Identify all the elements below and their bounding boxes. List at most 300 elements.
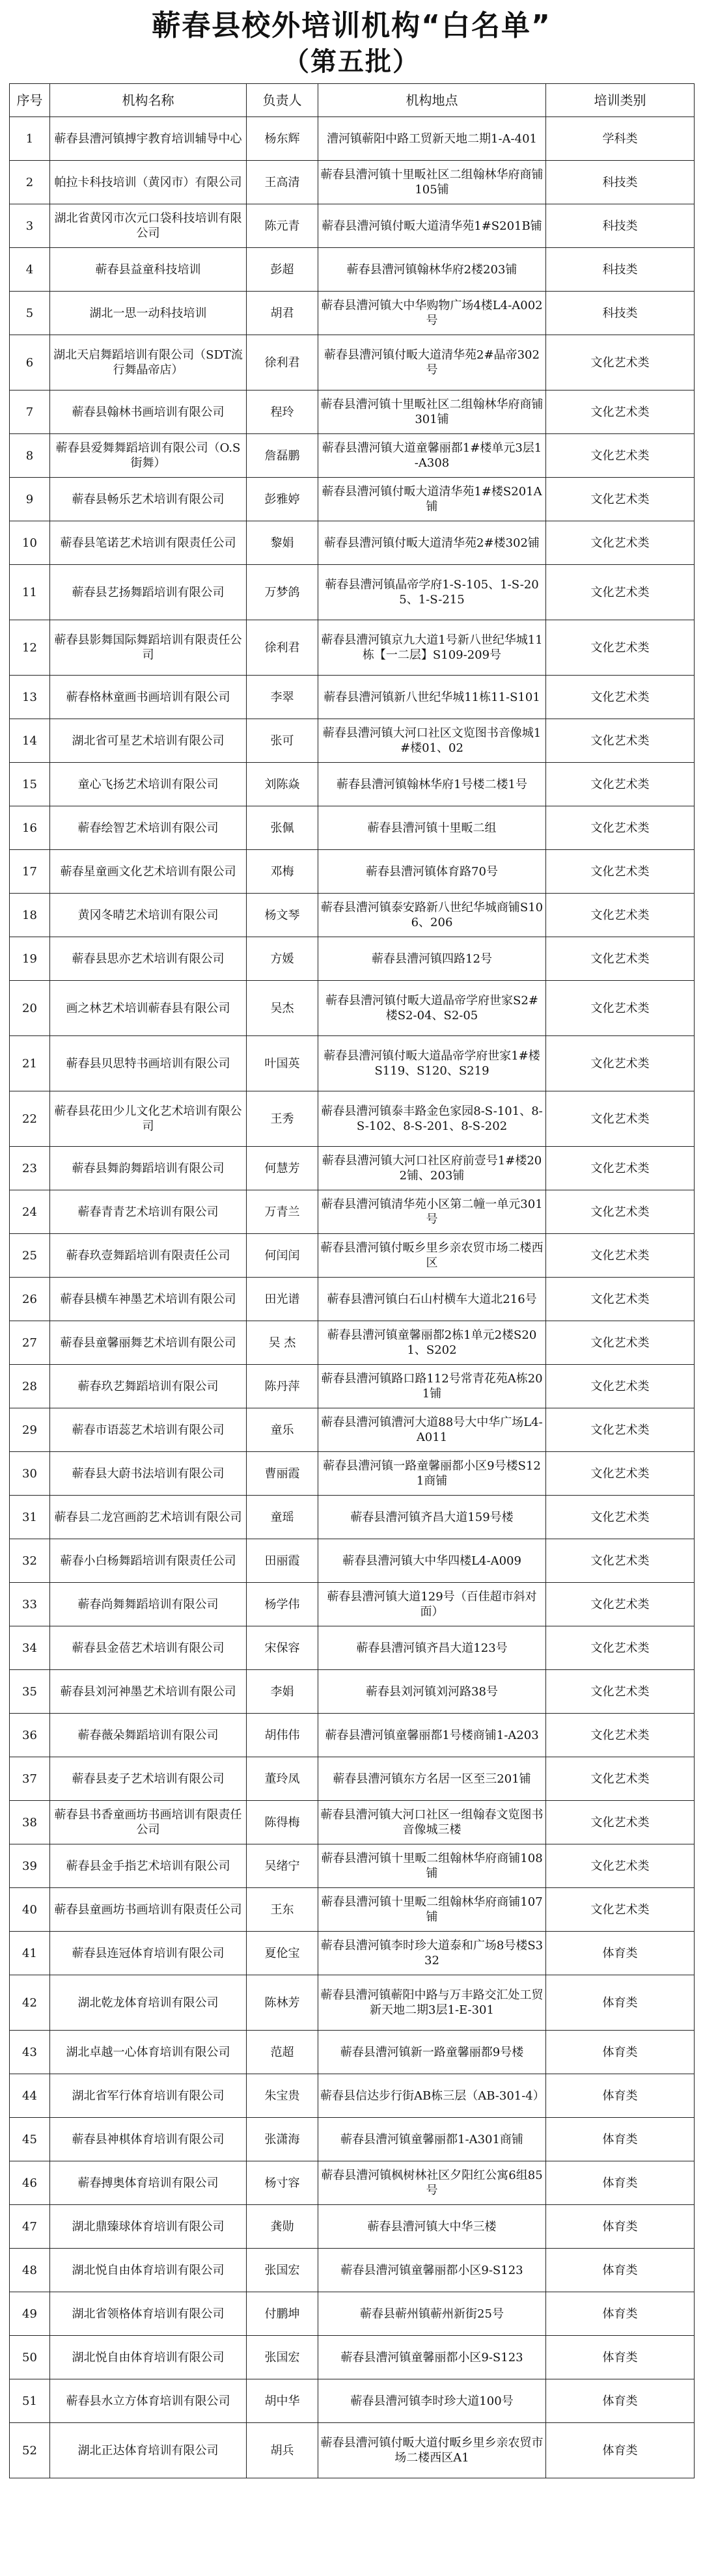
- table-row: [10, 1975, 695, 2031]
- cell-no: 46: [10, 2161, 50, 2205]
- cell-no: 38: [10, 1801, 50, 1844]
- cell-head: 董玲凤: [247, 1757, 318, 1801]
- cell-name: 蕲春县童画坊书画培训有限责任公司: [50, 1888, 247, 1932]
- cell-category: 文化艺术类: [546, 1496, 695, 1539]
- cell-no: 24: [10, 1190, 50, 1234]
- cell-no: 42: [10, 1975, 50, 2031]
- cell-name: 黄冈冬晴艺术培训有限公司: [50, 894, 247, 937]
- table-row: [10, 565, 695, 620]
- cell-category: 体育类: [546, 2205, 695, 2249]
- cell-no: 44: [10, 2074, 50, 2118]
- cell-address: 蕲春县漕河镇付畈大道清华苑1#楼S201A铺: [318, 478, 546, 521]
- cell-category: 体育类: [546, 2118, 695, 2161]
- table-row: [10, 1496, 695, 1539]
- cell-name: 蕲春县笔诺艺术培训有限责任公司: [50, 521, 247, 565]
- cell-address: 蕲春县漕河镇十里畈社区二组翰林华府商铺301铺: [318, 391, 546, 434]
- cell-category: 文化艺术类: [546, 1147, 695, 1190]
- table-header-row: [10, 84, 695, 117]
- cell-no: 10: [10, 521, 50, 565]
- cell-head: 万青兰: [247, 1190, 318, 1234]
- cell-name: 湖北省领格体育培训有限公司: [50, 2292, 247, 2336]
- cell-category: 体育类: [546, 2423, 695, 2478]
- cell-no: 9: [10, 478, 50, 521]
- cell-category: 体育类: [546, 1932, 695, 1975]
- cell-name: 蕲春小白杨舞蹈培训有限责任公司: [50, 1539, 247, 1583]
- cell-address: 蕲春县漕河镇新八世纪华城11栋11-S101: [318, 676, 546, 719]
- cell-address: 蕲春县漕河镇付畈乡里乡亲农贸市场二楼西区: [318, 1234, 546, 1278]
- cell-category: 体育类: [546, 2031, 695, 2074]
- cell-address: 蕲春县漕河镇童馨丽都1-A301商铺: [318, 2118, 546, 2161]
- cell-category: 文化艺术类: [546, 1888, 695, 1932]
- cell-name: 湖北卓越一心体育培训有限公司: [50, 2031, 247, 2074]
- cell-no: 37: [10, 1757, 50, 1801]
- cell-head: 王高清: [247, 161, 318, 204]
- cell-head: 王东: [247, 1888, 318, 1932]
- table-row: [10, 292, 695, 335]
- cell-name: 蕲春绘智艺术培训有限公司: [50, 806, 247, 850]
- cell-name: 蕲春县爱舞舞蹈培训有限公司（O.S街舞）: [50, 434, 247, 478]
- cell-category: 文化艺术类: [546, 937, 695, 981]
- cell-address: 蕲春县漕河镇童馨丽都2栋1单元2楼S201、S202: [318, 1321, 546, 1365]
- cell-address: 蕲春县漕河镇泰丰路金色家园8-S-101、8-S-102、8-S-201、8-S-202: [318, 1091, 546, 1147]
- cell-address: 蕲春县漕河镇童馨丽都1号楼商铺1-A203: [318, 1714, 546, 1757]
- table-row: [10, 1278, 695, 1321]
- column-header-address: 机构地点: [318, 84, 546, 117]
- table-row: [10, 981, 695, 1036]
- cell-head: 吴绪宁: [247, 1844, 318, 1888]
- cell-category: 文化艺术类: [546, 1714, 695, 1757]
- cell-head: 夏伦宝: [247, 1932, 318, 1975]
- cell-category: 科技类: [546, 292, 695, 335]
- cell-no: 23: [10, 1147, 50, 1190]
- cell-category: 文化艺术类: [546, 335, 695, 391]
- cell-category: 文化艺术类: [546, 1278, 695, 1321]
- cell-no: 14: [10, 719, 50, 763]
- cell-head: 范超: [247, 2031, 318, 2074]
- table-row: [10, 1583, 695, 1626]
- cell-name: 蕲春县花田少儿文化艺术培训有限公司: [50, 1091, 247, 1147]
- cell-name: 蕲春县艺扬舞蹈培训有限公司: [50, 565, 247, 620]
- table-row: [10, 2161, 695, 2205]
- cell-address: 蕲春县刘河镇刘河路38号: [318, 1670, 546, 1714]
- cell-no: 40: [10, 1888, 50, 1932]
- cell-category: 文化艺术类: [546, 1365, 695, 1408]
- cell-category: 文化艺术类: [546, 1234, 695, 1278]
- cell-address: 蕲春县漕河镇新一路童馨丽都9号楼: [318, 2031, 546, 2074]
- table-row: [10, 2118, 695, 2161]
- cell-category: 体育类: [546, 2161, 695, 2205]
- cell-name: 童心飞扬艺术培训有限公司: [50, 763, 247, 806]
- table-row: [10, 1626, 695, 1670]
- cell-no: 51: [10, 2379, 50, 2423]
- cell-head: 叶国英: [247, 1036, 318, 1091]
- table-row: [10, 521, 695, 565]
- cell-category: 文化艺术类: [546, 620, 695, 676]
- cell-no: 12: [10, 620, 50, 676]
- cell-category: 文化艺术类: [546, 1757, 695, 1801]
- cell-category: 科技类: [546, 161, 695, 204]
- cell-head: 何闰闰: [247, 1234, 318, 1278]
- cell-address: 蕲春县漕河镇漕河大道88号大中华广场L4-A011: [318, 1408, 546, 1452]
- cell-head: 杨寸容: [247, 2161, 318, 2205]
- cell-head: 陈得梅: [247, 1801, 318, 1844]
- cell-category: 文化艺术类: [546, 1844, 695, 1888]
- cell-head: 张潇海: [247, 2118, 318, 2161]
- table-row: [10, 391, 695, 434]
- cell-name: 蕲春县横车神墨艺术培训有限公司: [50, 1278, 247, 1321]
- cell-no: 50: [10, 2336, 50, 2379]
- cell-category: 学科类: [546, 117, 695, 161]
- cell-no: 48: [10, 2249, 50, 2292]
- cell-category: 文化艺术类: [546, 676, 695, 719]
- cell-address: 蕲春县漕河镇付畈大道付畈乡里乡亲农贸市场二楼西区A1: [318, 2423, 546, 2478]
- cell-name: 湖北悦自由体育培训有限公司: [50, 2249, 247, 2292]
- cell-no: 33: [10, 1583, 50, 1626]
- cell-head: 吴杰: [247, 981, 318, 1036]
- cell-address: 蕲春县漕河镇东方名居一区至三201铺: [318, 1757, 546, 1801]
- cell-no: 20: [10, 981, 50, 1036]
- cell-head: 田丽霞: [247, 1539, 318, 1583]
- cell-address: 蕲春县漕河镇大河口社区文览图书音像城1#楼01、02: [318, 719, 546, 763]
- cell-name: 湖北省可星艺术培训有限公司: [50, 719, 247, 763]
- cell-address: 蕲春县漕河镇大道129号（百佳超市斜对面）: [318, 1583, 546, 1626]
- cell-name: 湖北一思一动科技培训: [50, 292, 247, 335]
- cell-no: 36: [10, 1714, 50, 1757]
- cell-address: 蕲春县漕河镇四路12号: [318, 937, 546, 981]
- cell-category: 文化艺术类: [546, 565, 695, 620]
- cell-no: 11: [10, 565, 50, 620]
- cell-head: 李娟: [247, 1670, 318, 1714]
- cell-name: 蕲春县舞韵舞蹈培训有限公司: [50, 1147, 247, 1190]
- cell-head: 万梦鸽: [247, 565, 318, 620]
- cell-head: 杨学伟: [247, 1583, 318, 1626]
- table-row: [10, 719, 695, 763]
- cell-head: 张国宏: [247, 2336, 318, 2379]
- cell-name: 蕲春玖艺舞蹈培训有限公司: [50, 1365, 247, 1408]
- cell-category: 文化艺术类: [546, 478, 695, 521]
- cell-name: 蕲春县畅乐艺术培训有限公司: [50, 478, 247, 521]
- cell-address: 蕲春县漕河镇大中华四楼L4-A009: [318, 1539, 546, 1583]
- cell-no: 31: [10, 1496, 50, 1539]
- cell-address: 蕲春县漕河镇枫树林社区夕阳红公寓6组85号: [318, 2161, 546, 2205]
- cell-address: 蕲春县漕河镇付畈大道清华苑2#楼302铺: [318, 521, 546, 565]
- cell-address: 蕲春县漕河镇齐昌大道159号楼: [318, 1496, 546, 1539]
- cell-name: 湖北省军行体育培训有限公司: [50, 2074, 247, 2118]
- cell-address: 蕲春县漕河镇十里畈二组翰林华府商铺107铺: [318, 1888, 546, 1932]
- cell-name: 蕲春县书香童画坊书画培训有限责任公司: [50, 1801, 247, 1844]
- cell-name: 画之林艺术培训蕲春县有限公司: [50, 981, 247, 1036]
- whitelist-table: [9, 83, 695, 2478]
- table-row: [10, 2336, 695, 2379]
- table-row: [10, 2074, 695, 2118]
- cell-no: 34: [10, 1626, 50, 1670]
- cell-address: 蕲春县漕河镇蕲阳中路与万丰路交汇处工贸新天地二期3层1-E-301: [318, 1975, 546, 2031]
- cell-address: 蕲春县漕河镇大河口社区府前壹号1#楼202铺、203铺: [318, 1147, 546, 1190]
- cell-name: 蕲春县大蔚书法培训有限公司: [50, 1452, 247, 1496]
- cell-name: 蕲春县翰林书画培训有限公司: [50, 391, 247, 434]
- cell-no: 43: [10, 2031, 50, 2074]
- cell-category: 科技类: [546, 204, 695, 248]
- cell-name: 湖北乾龙体育培训有限公司: [50, 1975, 247, 2031]
- cell-category: 文化艺术类: [546, 719, 695, 763]
- cell-name: 蕲春搏奥体育培训有限公司: [50, 2161, 247, 2205]
- cell-head: 朱宝贵: [247, 2074, 318, 2118]
- table-row: [10, 676, 695, 719]
- cell-address: 蕲春县漕河镇童馨丽都小区9-S123: [318, 2249, 546, 2292]
- table-row: [10, 1452, 695, 1496]
- cell-no: 25: [10, 1234, 50, 1278]
- cell-no: 49: [10, 2292, 50, 2336]
- cell-address: 蕲春县漕河镇大中华购物广场4楼L4-A002号: [318, 292, 546, 335]
- cell-name: 蕲春尚舞舞蹈培训有限公司: [50, 1583, 247, 1626]
- cell-head: 田光谱: [247, 1278, 318, 1321]
- cell-category: 文化艺术类: [546, 1190, 695, 1234]
- cell-category: 体育类: [546, 2379, 695, 2423]
- cell-no: 4: [10, 248, 50, 292]
- cell-head: 王秀: [247, 1091, 318, 1147]
- cell-no: 8: [10, 434, 50, 478]
- table-row: [10, 1757, 695, 1801]
- cell-name: 帕拉卡科技培训（黄冈市）有限公司: [50, 161, 247, 204]
- cell-name: 蕲春薇朵舞蹈培训有限公司: [50, 1714, 247, 1757]
- cell-head: 童乐: [247, 1408, 318, 1452]
- cell-address: 蕲春县漕河镇大道童馨丽都1#楼单元3层1-A308: [318, 434, 546, 478]
- cell-name: 蕲春县麦子艺术培训有限公司: [50, 1757, 247, 1801]
- cell-head: 李翠: [247, 676, 318, 719]
- cell-category: 文化艺术类: [546, 1539, 695, 1583]
- column-header-head: 负责人: [247, 84, 318, 117]
- cell-head: 胡兵: [247, 2423, 318, 2478]
- table-row: [10, 1408, 695, 1452]
- cell-address: 蕲春县信达步行街AB栋三层（AB-301-4）: [318, 2074, 546, 2118]
- cell-head: 何慧芳: [247, 1147, 318, 1190]
- table-row: [10, 1539, 695, 1583]
- cell-category: 体育类: [546, 2249, 695, 2292]
- cell-address: 蕲春县漕河镇白石山村横车大道北216号: [318, 1278, 546, 1321]
- cell-head: 吴 杰: [247, 1321, 318, 1365]
- cell-head: 胡伟伟: [247, 1714, 318, 1757]
- cell-category: 文化艺术类: [546, 1321, 695, 1365]
- table-row: [10, 2423, 695, 2478]
- cell-address: 蕲春县漕河镇大河口社区一组翰春文览图书音像城三楼: [318, 1801, 546, 1844]
- cell-name: 蕲春市语蕊艺术培训有限公司: [50, 1408, 247, 1452]
- cell-head: 程玲: [247, 391, 318, 434]
- cell-name: 蕲春县金手指艺术培训有限公司: [50, 1844, 247, 1888]
- table-row: [10, 2292, 695, 2336]
- cell-category: 体育类: [546, 2292, 695, 2336]
- cell-no: 16: [10, 806, 50, 850]
- cell-address: 蕲春县漕河镇十里畈二组翰林华府商铺108铺: [318, 1844, 546, 1888]
- column-header-category: 培训类别: [546, 84, 695, 117]
- cell-category: 文化艺术类: [546, 1091, 695, 1147]
- cell-name: 蕲春格林童画书画培训有限公司: [50, 676, 247, 719]
- cell-category: 文化艺术类: [546, 434, 695, 478]
- table-row: [10, 335, 695, 391]
- cell-head: 陈林芳: [247, 1975, 318, 2031]
- cell-no: 1: [10, 117, 50, 161]
- cell-name: 蕲春县漕河镇搏宇教育培训辅导中心: [50, 117, 247, 161]
- cell-head: 胡中华: [247, 2379, 318, 2423]
- cell-address: 蕲春县漕河镇童馨丽都小区9-S123: [318, 2336, 546, 2379]
- table-row: [10, 248, 695, 292]
- cell-no: 45: [10, 2118, 50, 2161]
- cell-no: 52: [10, 2423, 50, 2478]
- cell-no: 3: [10, 204, 50, 248]
- table-row: [10, 1147, 695, 1190]
- cell-category: 文化艺术类: [546, 1583, 695, 1626]
- table-row: [10, 1365, 695, 1408]
- cell-no: 35: [10, 1670, 50, 1714]
- cell-no: 5: [10, 292, 50, 335]
- cell-address: 蕲春县漕河镇付畈大道清华苑1#S201B铺: [318, 204, 546, 248]
- cell-category: 文化艺术类: [546, 1452, 695, 1496]
- table-row: [10, 434, 695, 478]
- cell-category: 文化艺术类: [546, 1036, 695, 1091]
- cell-category: 文化艺术类: [546, 1670, 695, 1714]
- cell-head: 刘陈焱: [247, 763, 318, 806]
- cell-head: 张国宏: [247, 2249, 318, 2292]
- cell-category: 体育类: [546, 1975, 695, 2031]
- cell-head: 宋保容: [247, 1626, 318, 1670]
- cell-head: 邓梅: [247, 850, 318, 894]
- table-row: [10, 161, 695, 204]
- cell-address: 蕲春县漕河镇付畈大道晶帝学府世家1#楼S119、S120、S219: [318, 1036, 546, 1091]
- cell-no: 32: [10, 1539, 50, 1583]
- table-row: [10, 937, 695, 981]
- cell-category: 文化艺术类: [546, 1626, 695, 1670]
- cell-address: 蕲春县漕河镇十里畈社区二组翰林华府商铺105铺: [318, 161, 546, 204]
- table-row: [10, 2205, 695, 2249]
- cell-category: 文化艺术类: [546, 981, 695, 1036]
- cell-name: 湖北悦自由体育培训有限公司: [50, 2336, 247, 2379]
- cell-address: 蕲春县漕河镇路口路112号常青花苑A栋201铺: [318, 1365, 546, 1408]
- cell-name: 蕲春玖壹舞蹈培训有限责任公司: [50, 1234, 247, 1278]
- table-row: [10, 1190, 695, 1234]
- cell-head: 徐利君: [247, 335, 318, 391]
- cell-no: 26: [10, 1278, 50, 1321]
- cell-name: 蕲春县刘河神墨艺术培训有限公司: [50, 1670, 247, 1714]
- cell-head: 陈丹萍: [247, 1365, 318, 1408]
- table-row: [10, 894, 695, 937]
- cell-address: 蕲春县漕河镇一路童馨丽都小区9号楼S121商铺: [318, 1452, 546, 1496]
- cell-category: 文化艺术类: [546, 1801, 695, 1844]
- cell-category: 文化艺术类: [546, 894, 695, 937]
- table-row: [10, 204, 695, 248]
- table-row: [10, 1036, 695, 1091]
- cell-no: 7: [10, 391, 50, 434]
- table-row: [10, 1844, 695, 1888]
- table-row: [10, 2031, 695, 2074]
- table-row: [10, 1321, 695, 1365]
- cell-address: 蕲春县漕河镇翰林华府1号楼二楼1号: [318, 763, 546, 806]
- cell-address: 蕲春县漕河镇泰安路新八世纪华城商铺S106、206: [318, 894, 546, 937]
- cell-address: 蕲春县蕲州镇蕲州新街25号: [318, 2292, 546, 2336]
- page-title: 蕲春县校外培训机构“白名单”: [152, 9, 551, 42]
- cell-name: 湖北正达体育培训有限公司: [50, 2423, 247, 2478]
- cell-no: 2: [10, 161, 50, 204]
- cell-name: 湖北鼎臻球体育培训有限公司: [50, 2205, 247, 2249]
- table-row: [10, 478, 695, 521]
- cell-head: 曹丽霞: [247, 1452, 318, 1496]
- cell-no: 28: [10, 1365, 50, 1408]
- cell-head: 张可: [247, 719, 318, 763]
- cell-head: 龚勋: [247, 2205, 318, 2249]
- cell-name: 蕲春县益童科技培训: [50, 248, 247, 292]
- cell-category: 体育类: [546, 2336, 695, 2379]
- cell-name: 蕲春县连冠体育培训有限公司: [50, 1932, 247, 1975]
- table-row: [10, 806, 695, 850]
- cell-no: 47: [10, 2205, 50, 2249]
- cell-category: 文化艺术类: [546, 1408, 695, 1452]
- cell-category: 科技类: [546, 248, 695, 292]
- cell-head: 彭雅婷: [247, 478, 318, 521]
- cell-address: 蕲春县漕河镇付畈大道清华苑2#晶帝302号: [318, 335, 546, 391]
- cell-name: 蕲春星童画文化艺术培训有限公司: [50, 850, 247, 894]
- table-row: [10, 1888, 695, 1932]
- table-row: [10, 850, 695, 894]
- cell-head: 黎娟: [247, 521, 318, 565]
- cell-category: 文化艺术类: [546, 521, 695, 565]
- cell-head: 陈元青: [247, 204, 318, 248]
- cell-head: 付鹏坤: [247, 2292, 318, 2336]
- cell-name: 蕲春青青艺术培训有限公司: [50, 1190, 247, 1234]
- cell-no: 6: [10, 335, 50, 391]
- cell-head: 詹磊鹏: [247, 434, 318, 478]
- cell-no: 21: [10, 1036, 50, 1091]
- cell-name: 蕲春县水立方体育培训有限公司: [50, 2379, 247, 2423]
- cell-head: 胡君: [247, 292, 318, 335]
- cell-head: 杨东辉: [247, 117, 318, 161]
- cell-no: 13: [10, 676, 50, 719]
- cell-head: 杨文琴: [247, 894, 318, 937]
- cell-category: 文化艺术类: [546, 850, 695, 894]
- cell-no: 17: [10, 850, 50, 894]
- cell-address: 蕲春县漕河镇李时珍大道泰和广场8号楼S332: [318, 1932, 546, 1975]
- page-subtitle: （第五批）: [283, 47, 420, 77]
- cell-category: 文化艺术类: [546, 391, 695, 434]
- column-header-name: 机构名称: [50, 84, 247, 117]
- cell-name: 蕲春县二龙宫画韵艺术培训有限公司: [50, 1496, 247, 1539]
- cell-address: 蕲春县漕河镇李时珍大道100号: [318, 2379, 546, 2423]
- cell-address: 蕲春县漕河镇十里畈二组: [318, 806, 546, 850]
- cell-head: 方媛: [247, 937, 318, 981]
- cell-address: 蕲春县漕河镇体育路70号: [318, 850, 546, 894]
- table-row: [10, 117, 695, 161]
- cell-name: 蕲春县童馨丽舞艺术培训有限公司: [50, 1321, 247, 1365]
- table-row: [10, 2249, 695, 2292]
- cell-name: 湖北天启舞蹈培训有限公司（SDT流行舞晶帝店）: [50, 335, 247, 391]
- cell-name: 蕲春县贝思特书画培训有限公司: [50, 1036, 247, 1091]
- cell-address: 蕲春县漕河镇京九大道1号新八世纪华城11栋【一二层】S109-209号: [318, 620, 546, 676]
- cell-head: 彭超: [247, 248, 318, 292]
- table-row: [10, 1801, 695, 1844]
- cell-no: 39: [10, 1844, 50, 1888]
- cell-head: 张佩: [247, 806, 318, 850]
- table-body: [10, 117, 695, 2478]
- cell-no: 22: [10, 1091, 50, 1147]
- table-row: [10, 1932, 695, 1975]
- table-row: [10, 2379, 695, 2423]
- cell-name: 蕲春县思亦艺术培训有限公司: [50, 937, 247, 981]
- cell-no: 30: [10, 1452, 50, 1496]
- cell-address: 蕲春县漕河镇晶帝学府1-S-105、1-S-205、1-S-215: [318, 565, 546, 620]
- cell-address: 漕河镇蕲阳中路工贸新天地二期1-A-401: [318, 117, 546, 161]
- table-row: [10, 1670, 695, 1714]
- cell-no: 29: [10, 1408, 50, 1452]
- table-row: [10, 1714, 695, 1757]
- cell-name: 蕲春县神棋体育培训有限公司: [50, 2118, 247, 2161]
- table-row: [10, 620, 695, 676]
